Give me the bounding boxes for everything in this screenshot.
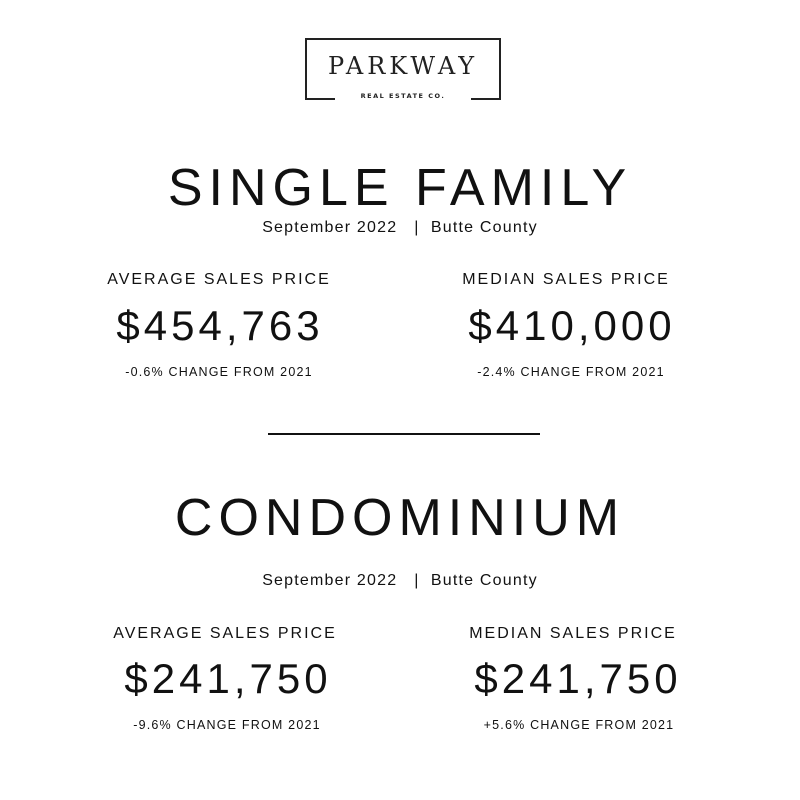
single-family-location: Butte County xyxy=(430,219,538,236)
single-family-subline xyxy=(0,219,800,237)
logo-frame-bottom-left xyxy=(305,98,335,100)
condominium-median-label: MEDIAN SALES PRICE xyxy=(469,625,677,642)
single-family-median-value: $410,000 xyxy=(468,302,676,349)
logo-frame-bottom-right xyxy=(471,98,501,100)
section-divider xyxy=(268,433,540,435)
single-family-average-change: -0.6% CHANGE FROM 2021 xyxy=(125,365,313,379)
logo-wordmark: PARKWAY xyxy=(327,52,479,80)
single-family-period: September 2022 xyxy=(262,219,398,236)
single-family-average-label: AVERAGE SALES PRICE xyxy=(107,271,331,288)
single-family-average-value: $454,763 xyxy=(116,302,324,349)
logo-subtitle: REAL ESTATE CO. xyxy=(360,92,446,100)
single-family-title: SINGLE FAMILY xyxy=(167,159,633,217)
condominium-average-label: AVERAGE SALES PRICE xyxy=(113,625,337,642)
condominium-average-value: $241,750 xyxy=(124,655,332,702)
single-family-separator: | xyxy=(414,219,420,236)
condominium-subline xyxy=(0,572,800,590)
condominium-location: Butte County xyxy=(430,572,538,589)
condominium-title: CONDOMINIUM xyxy=(174,489,626,547)
condominium-period: September 2022 xyxy=(262,572,398,589)
condominium-median-change: +5.6% CHANGE FROM 2021 xyxy=(483,718,675,732)
condominium-average-change: -9.6% CHANGE FROM 2021 xyxy=(133,718,321,732)
single-family-median-label: MEDIAN SALES PRICE xyxy=(462,271,670,288)
condominium-separator: | xyxy=(414,572,420,589)
single-family-median-change: -2.4% CHANGE FROM 2021 xyxy=(477,365,665,379)
condominium-median-value: $241,750 xyxy=(474,655,682,702)
